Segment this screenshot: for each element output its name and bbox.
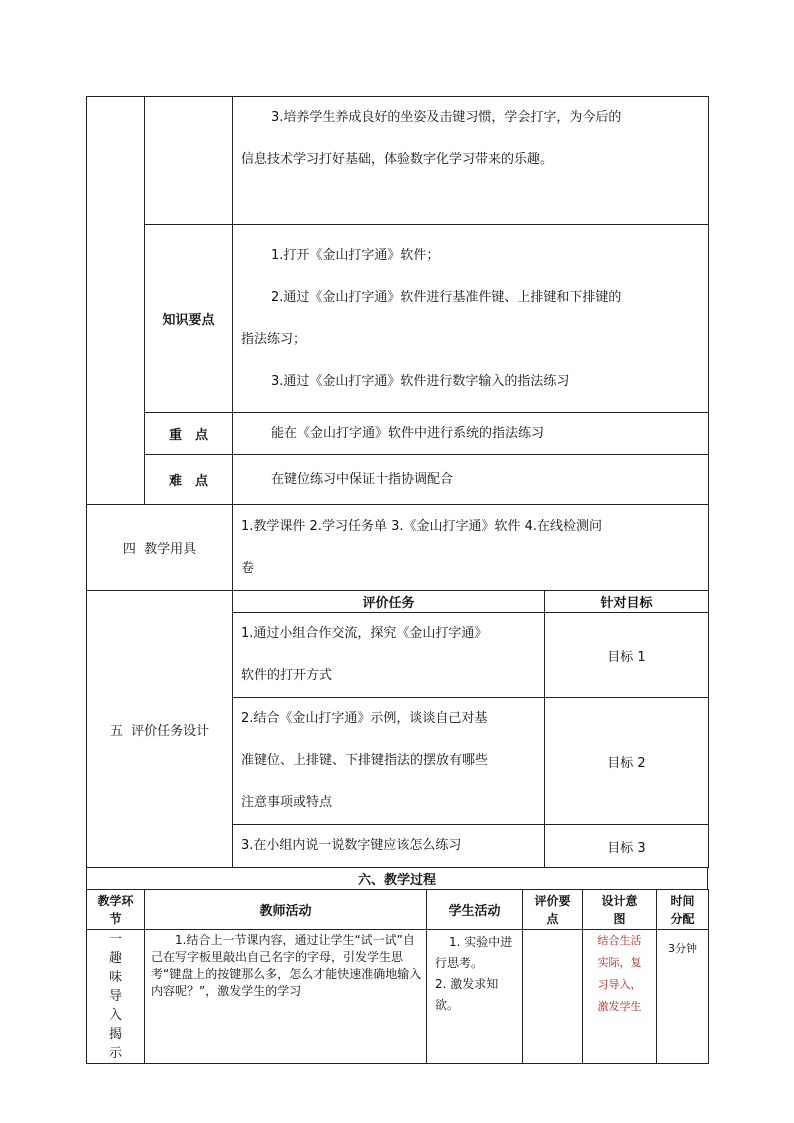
goal3-line1: 3.培养学生养成良好的坐姿及击键习惯，学会打字，为今后的 [271,110,622,125]
knowledge-cell [233,225,709,413]
eval-task-2-line2: 准键位、上排键、下排键指法的摆放有哪些 [241,753,489,768]
tools-label: 四 教学用具 [87,505,233,591]
process-table [86,889,709,1064]
row1-design: 结合生活实际，复习导入，激发学生 [583,930,657,1064]
lesson-plan-sheet [86,96,708,1064]
header-section: 教学环节 [87,890,145,930]
eval-target-2: 目标 2 [545,698,709,825]
tools-cell [233,505,709,591]
eval-task-3-line1: 3.在小组内说一说数字键应该怎么练习 [241,838,462,853]
goal-label-cell [145,97,233,225]
header-time: 时间分配 [657,890,709,930]
objectives-table [86,96,709,505]
process-title: 六、教学过程 [87,868,708,890]
row1-eval [523,930,583,1064]
evaluation-label: 五 评价任务设计 [87,591,233,868]
key-point-text: 能在《金山打字通》软件中进行系统的指法练习 [271,425,545,441]
goal3-cell [233,97,709,225]
eval-target-1: 目标 1 [545,613,709,698]
key-point-cell [233,413,709,455]
difficulty-label: 难 点 [145,455,233,505]
row1-teacher: 1.结合上一节课内容，通过让学生“试一试”自己在写字板里敲出自己名字的字母，引发学生思考“键盘上的按键那么多，怎么才能快速准确地输入内容呢？”，激发学生的学习 [145,930,427,1064]
knowledge-item-2-cont: 指法练习； [241,331,307,347]
left-blank-cell [87,97,145,505]
tools-line1: 1.教学课件 2.学习任务单 3.《金山打字通》软件 4.在线检测问 [241,518,603,534]
evaluation-table [86,590,709,868]
goal3-line2: 信息技术学习打好基础，体验数字化学习带来的乐趣。 [241,152,554,167]
knowledge-item-3: 3.通过《金山打字通》软件进行数字输入的指法练习 [271,373,570,389]
row1-time: 3分钟 [657,930,709,1064]
header-eval: 评价要点 [523,890,583,930]
knowledge-label: 知识要点 [145,225,233,413]
tools-line2: 卷 [241,560,255,576]
eval-target-3: 目标 3 [545,825,709,868]
row1-section: 一趣味导入揭示 [87,930,145,1064]
eval-task-1-line1: 1.通过小组合作交流，探究《金山打字通》 [241,626,488,641]
eval-task-3 [233,825,545,868]
header-teacher: 教师活动 [145,890,427,930]
eval-task-header: 评价任务 [233,591,545,613]
knowledge-item-1: 1.打开《金山打字通》软件； [271,247,440,263]
tools-table [86,504,709,591]
eval-task-2 [233,698,545,825]
key-point-label: 重 点 [145,413,233,455]
knowledge-item-2: 2.通过《金山打字通》软件进行基准件键、上排键和下排键的 [271,289,622,305]
difficulty-cell [233,455,709,505]
difficulty-text: 在键位练习中保证十指协调配合 [271,471,454,487]
process-title-table [86,867,708,890]
header-student: 学生活动 [427,890,523,930]
eval-task-2-line1: 2.结合《金山打字通》示例，谈谈自己对基 [241,711,488,726]
eval-task-2-line3: 注意事项或特点 [241,795,333,810]
eval-task-1-line2: 软件的打开方式 [241,668,333,683]
header-design: 设计意图 [583,890,657,930]
row1-student: 1. 实验中进行思考。 2. 激发求知欲。 [427,930,523,1064]
eval-task-1 [233,613,545,698]
eval-target-header: 针对目标 [545,591,709,613]
